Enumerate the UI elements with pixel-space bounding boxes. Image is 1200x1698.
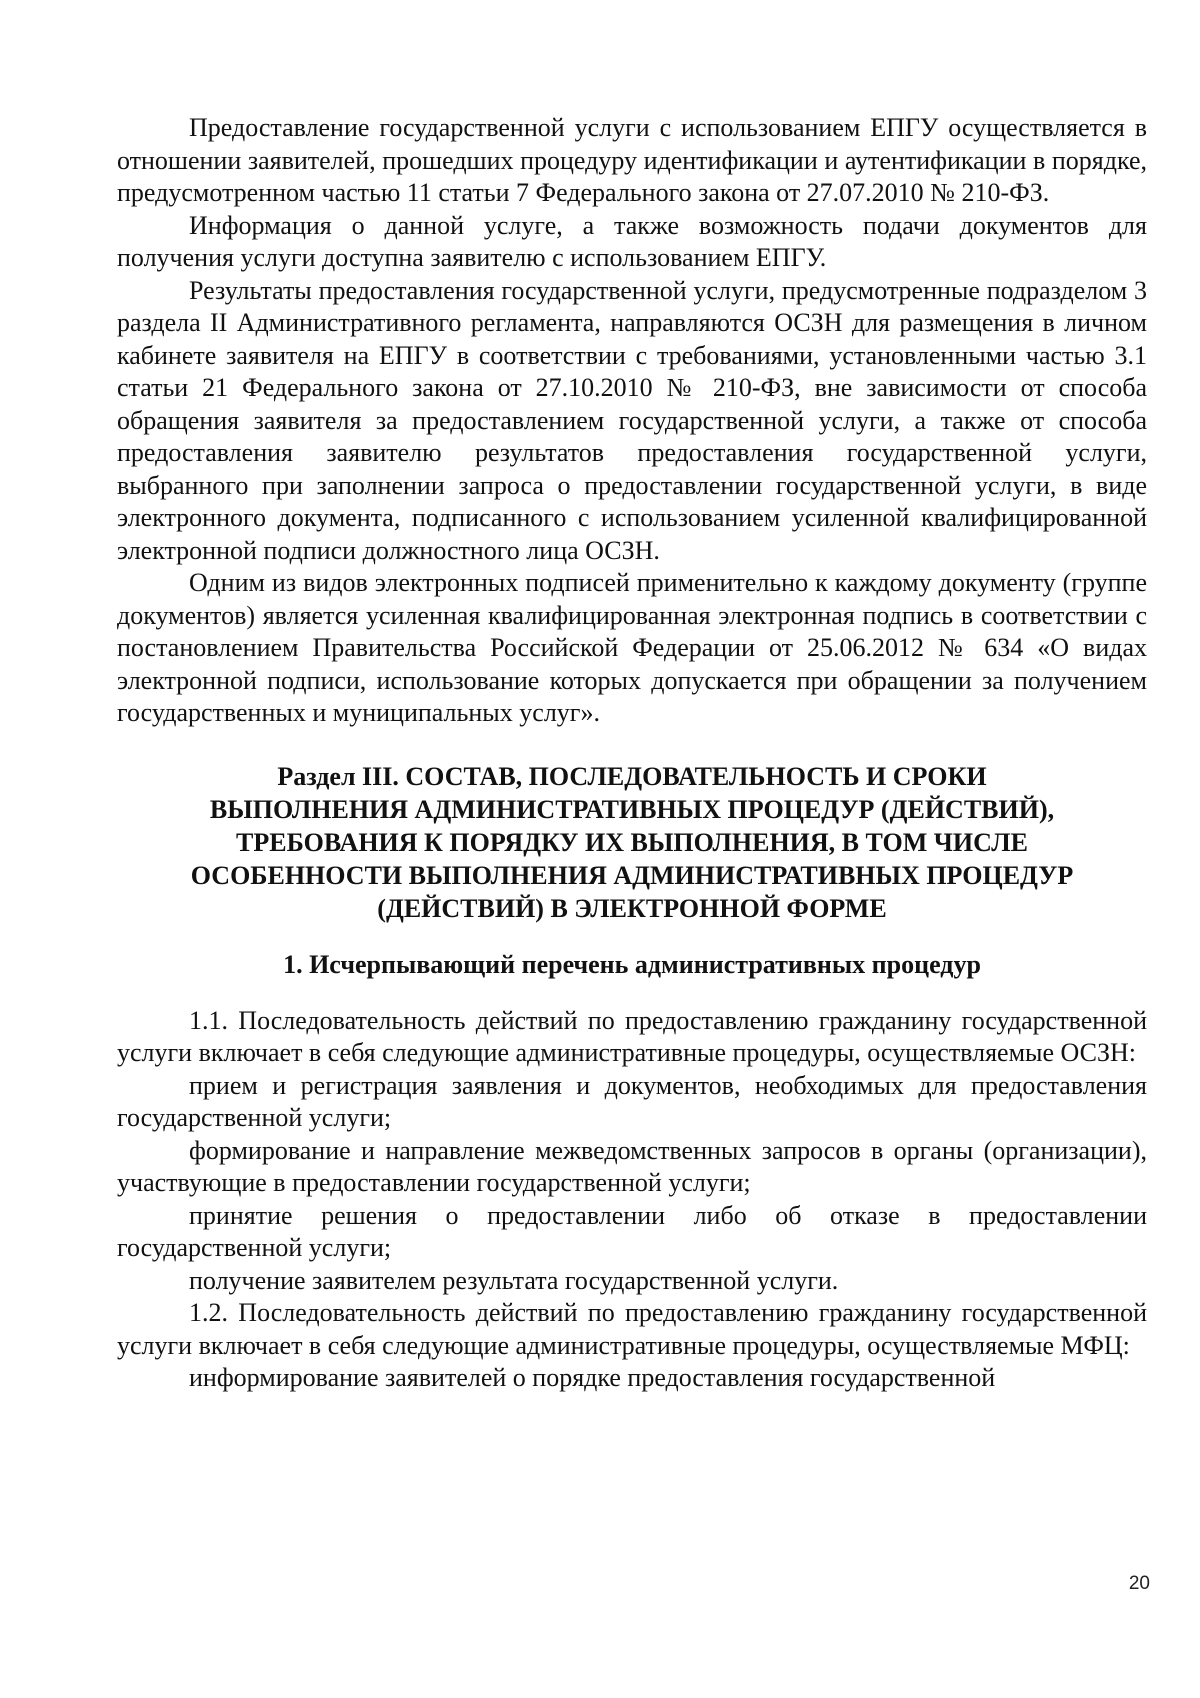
section-heading-line: (ДЕЙСТВИЙ) В ЭЛЕКТРОННОЙ ФОРМЕ <box>377 893 887 923</box>
paragraph-electronic-signature: Одним из видов электронных подписей применительно к каждому документу (группе документов) является усиленная квалифицированная электронная подпись в соответствии с постановлением Правительства Российской Федерации от 25.06.2012 № 634 «О видах электронной подписи, использование которых допускается при обращении за получением государственных и муниципальных услуг». <box>117 568 1147 727</box>
subsection-heading: 1. Исчерпывающий перечень административных процедур <box>283 949 981 979</box>
paragraph-results-delivery: Результаты предоставления государственной услуги, предусмотренные подразделом 3 раздела II Административного регламента, направляются ОСЗН для размещения в личном кабинете заявителя на ЕПГУ в соответствии с требованиями, установленными частью 3.1 статьи 21 Федерального закона от 27.10.2010 № 210-ФЗ, вне зависимости от способа обращения заявителя за предоставлением государственной услуги, а также от способа предоставления заявителю результатов предоставления государственной услуги, выбранного при заполнении запроса о предоставлении государственной услуги, в виде электронного документа, подписанного с использованием усиленной квалифицированной электронной подписи должностного лица ОСЗН. <box>117 275 1147 565</box>
document-body <box>117 112 1147 1395</box>
list-item-decision: принятие решения о предоставлении либо об отказе в предоставлении государственной услуги; <box>117 1200 1147 1262</box>
section-heading-line: Раздел III. СОСТАВ, ПОСЛЕДОВАТЕЛЬНОСТЬ И СРОКИ <box>277 761 987 791</box>
list-item-result: получение заявителем результата государственной услуги. <box>189 1265 839 1295</box>
paragraph-ozsn-procedures: 1.1. Последовательность действий по предоставлению гражданину государственной услуги включает в себя следующие административные процедуры, осуществляемые ОСЗН: <box>117 1005 1147 1067</box>
section-heading-line: ВЫПОЛНЕНИЯ АДМИНИСТРАТИВНЫХ ПРОЦЕДУР (ДЕЙСТВИЙ), <box>209 794 1055 824</box>
paragraph-epgu-identification: Предоставление государственной услуги с использованием ЕПГУ осуществляется в отношении заявителей, прошедших процедуру идентификации и аутентификации в порядке, предусмотренном частью 11 статьи 7 Федерального закона от 27.07.2010 № 210-ФЗ. <box>117 113 1147 207</box>
paragraph-service-info: Информация о данной услуге, а также возможность подачи документов для получения услуги доступна заявителю с использованием ЕПГУ. <box>117 210 1147 272</box>
list-item-interagency-requests: формирование и направление межведомственных запросов в органы (организации), участвующие в предоставлении государственной услуги; <box>117 1135 1147 1197</box>
section-heading <box>117 760 1147 925</box>
page-number: 20 <box>1128 1573 1150 1594</box>
list-item-reception: прием и регистрация заявления и документов, необходимых для предоставления государственной услуги; <box>117 1070 1147 1132</box>
section-heading-line: ТРЕБОВАНИЯ К ПОРЯДКУ ИХ ВЫПОЛНЕНИЯ, В ТОМ ЧИСЛЕ <box>236 827 1028 857</box>
section-heading-line: ОСОБЕННОСТИ ВЫПОЛНЕНИЯ АДМИНИСТРАТИВНЫХ ПРОЦЕДУР <box>190 860 1074 890</box>
paragraph-mfc-procedures: 1.2. Последовательность действий по предоставлению гражданину государственной услуги включает в себя следующие административные процедуры, осуществляемые МФЦ: <box>117 1298 1147 1360</box>
list-item-informing: информирование заявителей о порядке предоставления государственной <box>189 1363 996 1392</box>
